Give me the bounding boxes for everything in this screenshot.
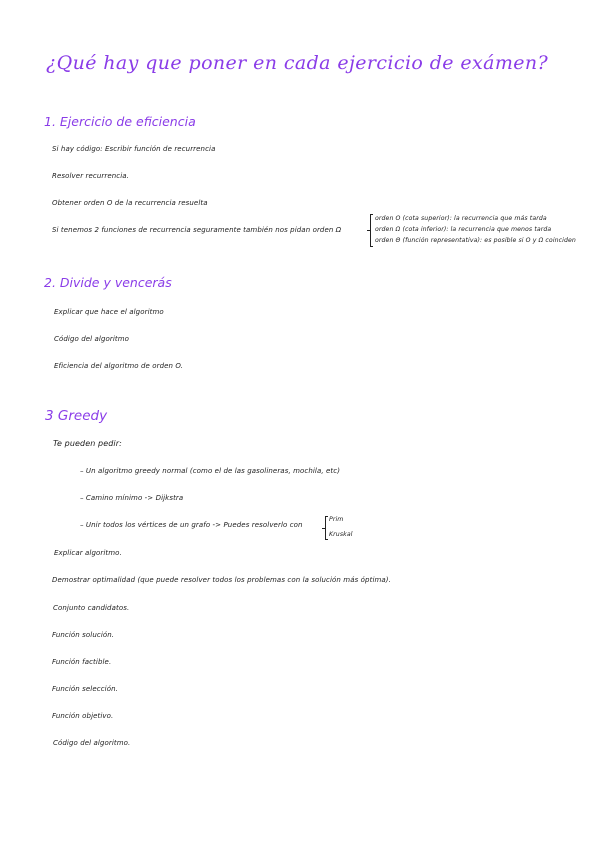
note-line: Explicar algoritmo.: [54, 549, 122, 557]
note-line: Función objetivo.: [52, 712, 114, 720]
section-heading-divide-venceras: 2. Divide y vencerás: [44, 275, 172, 290]
note-line: Función selección.: [52, 685, 118, 693]
note-line: Código del algoritmo.: [53, 739, 131, 747]
note-line: Código del algoritmo: [54, 335, 130, 343]
note-line: Demostrar optimalidad (que puede resolver todos los problemas con la solución más óptima).: [52, 576, 391, 584]
brace-item: Prim: [329, 516, 344, 523]
section-heading-eficiencia: 1. Ejercicio de eficiencia: [44, 114, 196, 129]
bullet-item: – Un algoritmo greedy normal (como el de las gasolineras, mochila, etc): [80, 467, 341, 475]
note-line: Conjunto candidatos.: [53, 604, 130, 612]
note-line: Si hay código: Escribir función de recurrencia: [52, 145, 216, 153]
brace: [370, 214, 371, 247]
section-heading-greedy: 3 Greedy: [45, 408, 108, 424]
note-line: Eficiencia del algoritmo de orden O.: [54, 362, 184, 370]
note-line: Obtener orden O de la recurrencia resuelta: [52, 199, 208, 207]
bullet-item: – Camino mínimo -> Dijkstra: [80, 494, 184, 502]
brace-item: orden Θ (función representativa): es posible si O y Ω coinciden: [375, 237, 576, 244]
note-line: Te pueden pedir:: [53, 439, 122, 448]
page-title: ¿Qué hay que poner en cada ejercicio de exámen?: [46, 52, 549, 74]
note-line: Explicar que hace el algoritmo: [54, 308, 164, 316]
note-line: Si tenemos 2 funciones de recurrencia seguramente también nos pidan orden Ω: [52, 226, 342, 234]
note-line: Función solución.: [52, 631, 115, 639]
brace-item: orden Ω (cota inferior): la recurrencia que menos tarda: [375, 226, 552, 233]
note-line: Función factible.: [52, 658, 112, 666]
brace-item: Kruskal: [329, 531, 353, 538]
note-line: Resolver recurrencia.: [52, 172, 129, 180]
brace-item: orden O (cota superior): la recurrencia que más tarda: [375, 215, 547, 222]
brace: [325, 516, 326, 540]
bullet-item: – Unir todos los vértices de un grafo -> Puedes resolverlo con: [80, 521, 303, 529]
